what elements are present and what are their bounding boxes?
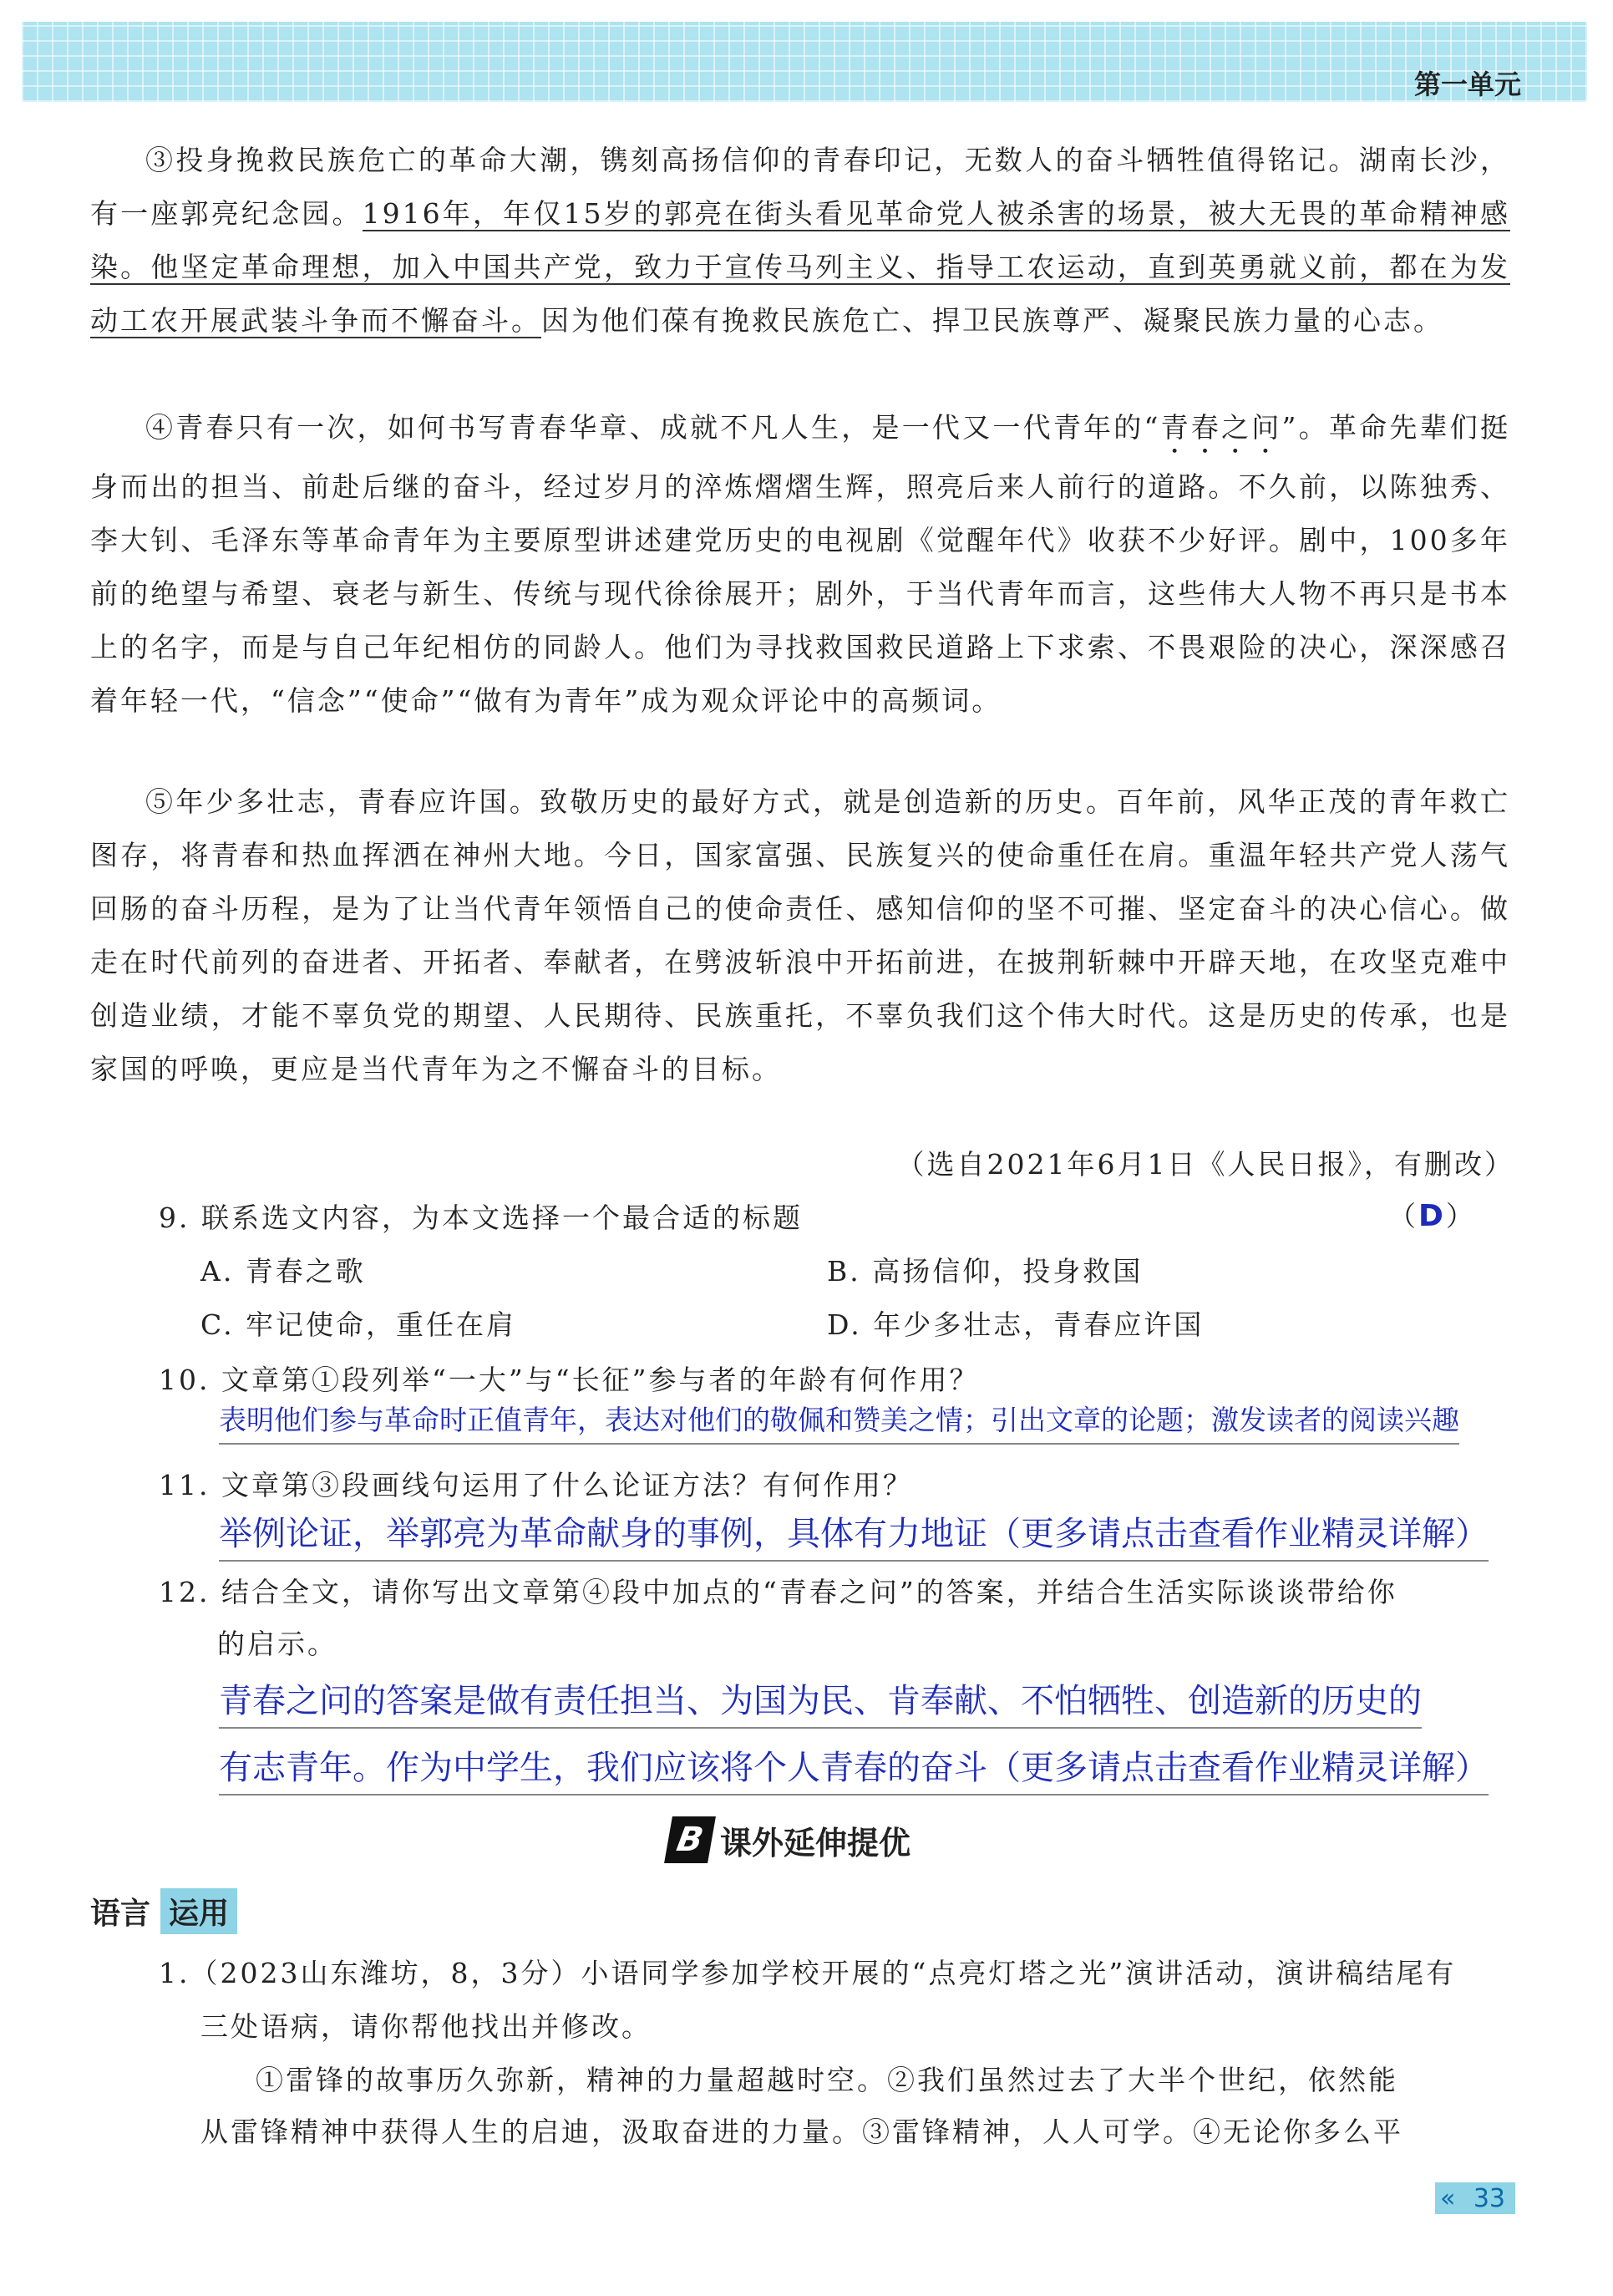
- q11-answer: 举例论证，举郭亮为革命献身的事例，具体有力地证（更多请点击查看作业精灵详解）: [219, 1507, 1489, 1562]
- q12-stem-line-1: 12. 结合全文，请你写出文章第④段中加点的“青春之问”的答案，并结合生活实际谈谈带给你: [159, 1576, 1397, 1608]
- q9-option-d: D. 年少多壮志，青春应许国: [827, 1308, 1205, 1341]
- q12-stem-line-2: 的启示。: [217, 1628, 337, 1660]
- paragraph-4-lead: ④青春只有一次，如何书写青春华章、成就不凡人生，是一代又一代青年的“: [145, 411, 1161, 444]
- paragraph-3: [90, 134, 1510, 348]
- paragraph-4-body: ”。革命先辈们挺身而出的担当、前赴后继的奋斗，经过岁月的淬炼熠熠生辉，照亮后来人前行的道路。不久前，以陈独秀、李大钊、毛泽东等革命青年为主要原型讲述建党历史的电视剧《觉醒年代》收获不少好评。剧中，100多年前的绝望与希望、衰老与新生、传统与现代徐徐展开；剧外，于当代青年而言，这些伟大人物不再只是书本上的名字，而是与自己年纪相仿的同龄人。他们为寻找救国救民道路上下求索、不畏艰险的决心，深深感召着年轻一代，“信念”“使命”“做有为青年”成为观众评论中的高频词。: [90, 411, 1510, 717]
- q9-paren-open: （: [1388, 1200, 1418, 1232]
- paragraph-3-tail: 因为他们葆有挽救民族危亡、捍卫民族尊严、凝聚民族力量的心志。: [541, 304, 1443, 337]
- section-heading: [668, 1813, 910, 1867]
- dotted-phrase: 青春之问: [1160, 411, 1282, 444]
- q9-answer-bracket: [1388, 1195, 1476, 1234]
- q10-stem: 10. 文章第①段列举“一大”与“长征”参与者的年龄有何作用？: [159, 1364, 980, 1396]
- exercise-1-line-1: 1.（2023山东潍坊，8，3分）小语同学参加学校开展的“点亮灯塔之光”演讲活动，演讲稿结尾有: [159, 1957, 1457, 1989]
- language-use-tag: [90, 1887, 237, 1935]
- language-use-prefix: 语言: [90, 1896, 151, 1931]
- page-number: [1435, 2182, 1515, 2214]
- paragraph-3-lead: ③投身挽救民族危亡的革命大潮，镌刻高扬信仰的青春印记，无数人的奋斗牺牲值得铭记。湖南长沙，有一座郭亮纪念园。: [90, 144, 1510, 230]
- q9-option-b: B. 高扬信仰，投身救国: [827, 1255, 1144, 1288]
- underlined-sentence: 1916年，年仅15岁的郭亮在街头看见革命党人被杀害的场景，被大无畏的革命精神感染。他坚定革命理想，加入中国共产党，致力于宣传马列主义、指导工农运动，直到英勇就义前，都在为发动工农开展武装斗争而不懈奋斗。: [90, 197, 1510, 337]
- section-badge: B: [664, 1816, 716, 1863]
- header-band: [22, 22, 1587, 102]
- q9-answer: D: [1418, 1199, 1446, 1233]
- page-number-value: 33: [1473, 2183, 1505, 2213]
- q9-option-c: C. 牢记使命，重任在肩: [200, 1308, 517, 1341]
- q11-stem: 11. 文章第③段画线句运用了什么论证方法？有何作用？: [159, 1469, 913, 1501]
- exercise-1-line-4: 从雷锋精神中获得人生的启迪，汲取奋进的力量。③雷锋精神，人人可学。④无论你多么平: [200, 2116, 1403, 2148]
- q9-stem: 9. 联系选文内容，为本文选择一个最合适的标题: [159, 1201, 803, 1234]
- language-use-highlight: 运用: [160, 1888, 237, 1934]
- chevron-left-icon: «: [1440, 2183, 1456, 2213]
- paragraph-5: [90, 775, 1510, 1096]
- unit-label: 第一单元: [1413, 69, 1521, 100]
- q10-answer: 表明他们参与革命时正值青年，表达对他们的敬佩和赞美之情；引出文章的论题；激发读者的阅读兴趣: [219, 1399, 1459, 1445]
- source-citation: （选自2021年6月1日《人民日报》，有删改）: [896, 1148, 1514, 1181]
- q9-option-a: A. 青春之歌: [200, 1255, 366, 1288]
- q12-answer-line-2: 有志青年。作为中学生，我们应该将个人青春的奋斗（更多请点击查看作业精灵详解）: [219, 1741, 1489, 1796]
- q9-paren-close: ）: [1445, 1200, 1476, 1232]
- paragraph-4: [90, 401, 1510, 728]
- paragraph-5-text: ⑤年少多壮志，青春应许国。致敬历史的最好方式，就是创造新的历史。百年前，风华正茂的青年救亡图存，将青春和热血挥洒在神州大地。今日，国家富强、民族复兴的使命重任在肩。重温年轻共产党人荡气回肠的奋斗历程，是为了让当代青年领悟自己的使命责任、感知信仰的坚不可摧、坚定奋斗的决心信心。做走在时代前列的奋进者、开拓者、奉献者，在劈波斩浪中开拓前进，在披荆斩棘中开辟天地，在攻坚克难中创造业绩，才能不辜负党的期望、人民期待、民族重托，不辜负我们这个伟大时代。这是历史的传承，也是家国的呼唤，更应是当代青年为之不懈奋斗的目标。: [90, 785, 1510, 1085]
- exercise-1-line-2: 三处语病，请你帮他找出并修改。: [200, 2010, 652, 2043]
- q12-answer-line-1: 青春之问的答案是做有责任担当、为国为民、肯奉献、不怕牺牲、创造新的历史的: [219, 1674, 1422, 1729]
- exercise-1-line-3: ①雷锋的故事历久弥新，精神的力量超越时空。②我们虽然过去了大半个世纪，依然能: [256, 2064, 1398, 2096]
- section-title: 课外延伸提优: [720, 1824, 911, 1862]
